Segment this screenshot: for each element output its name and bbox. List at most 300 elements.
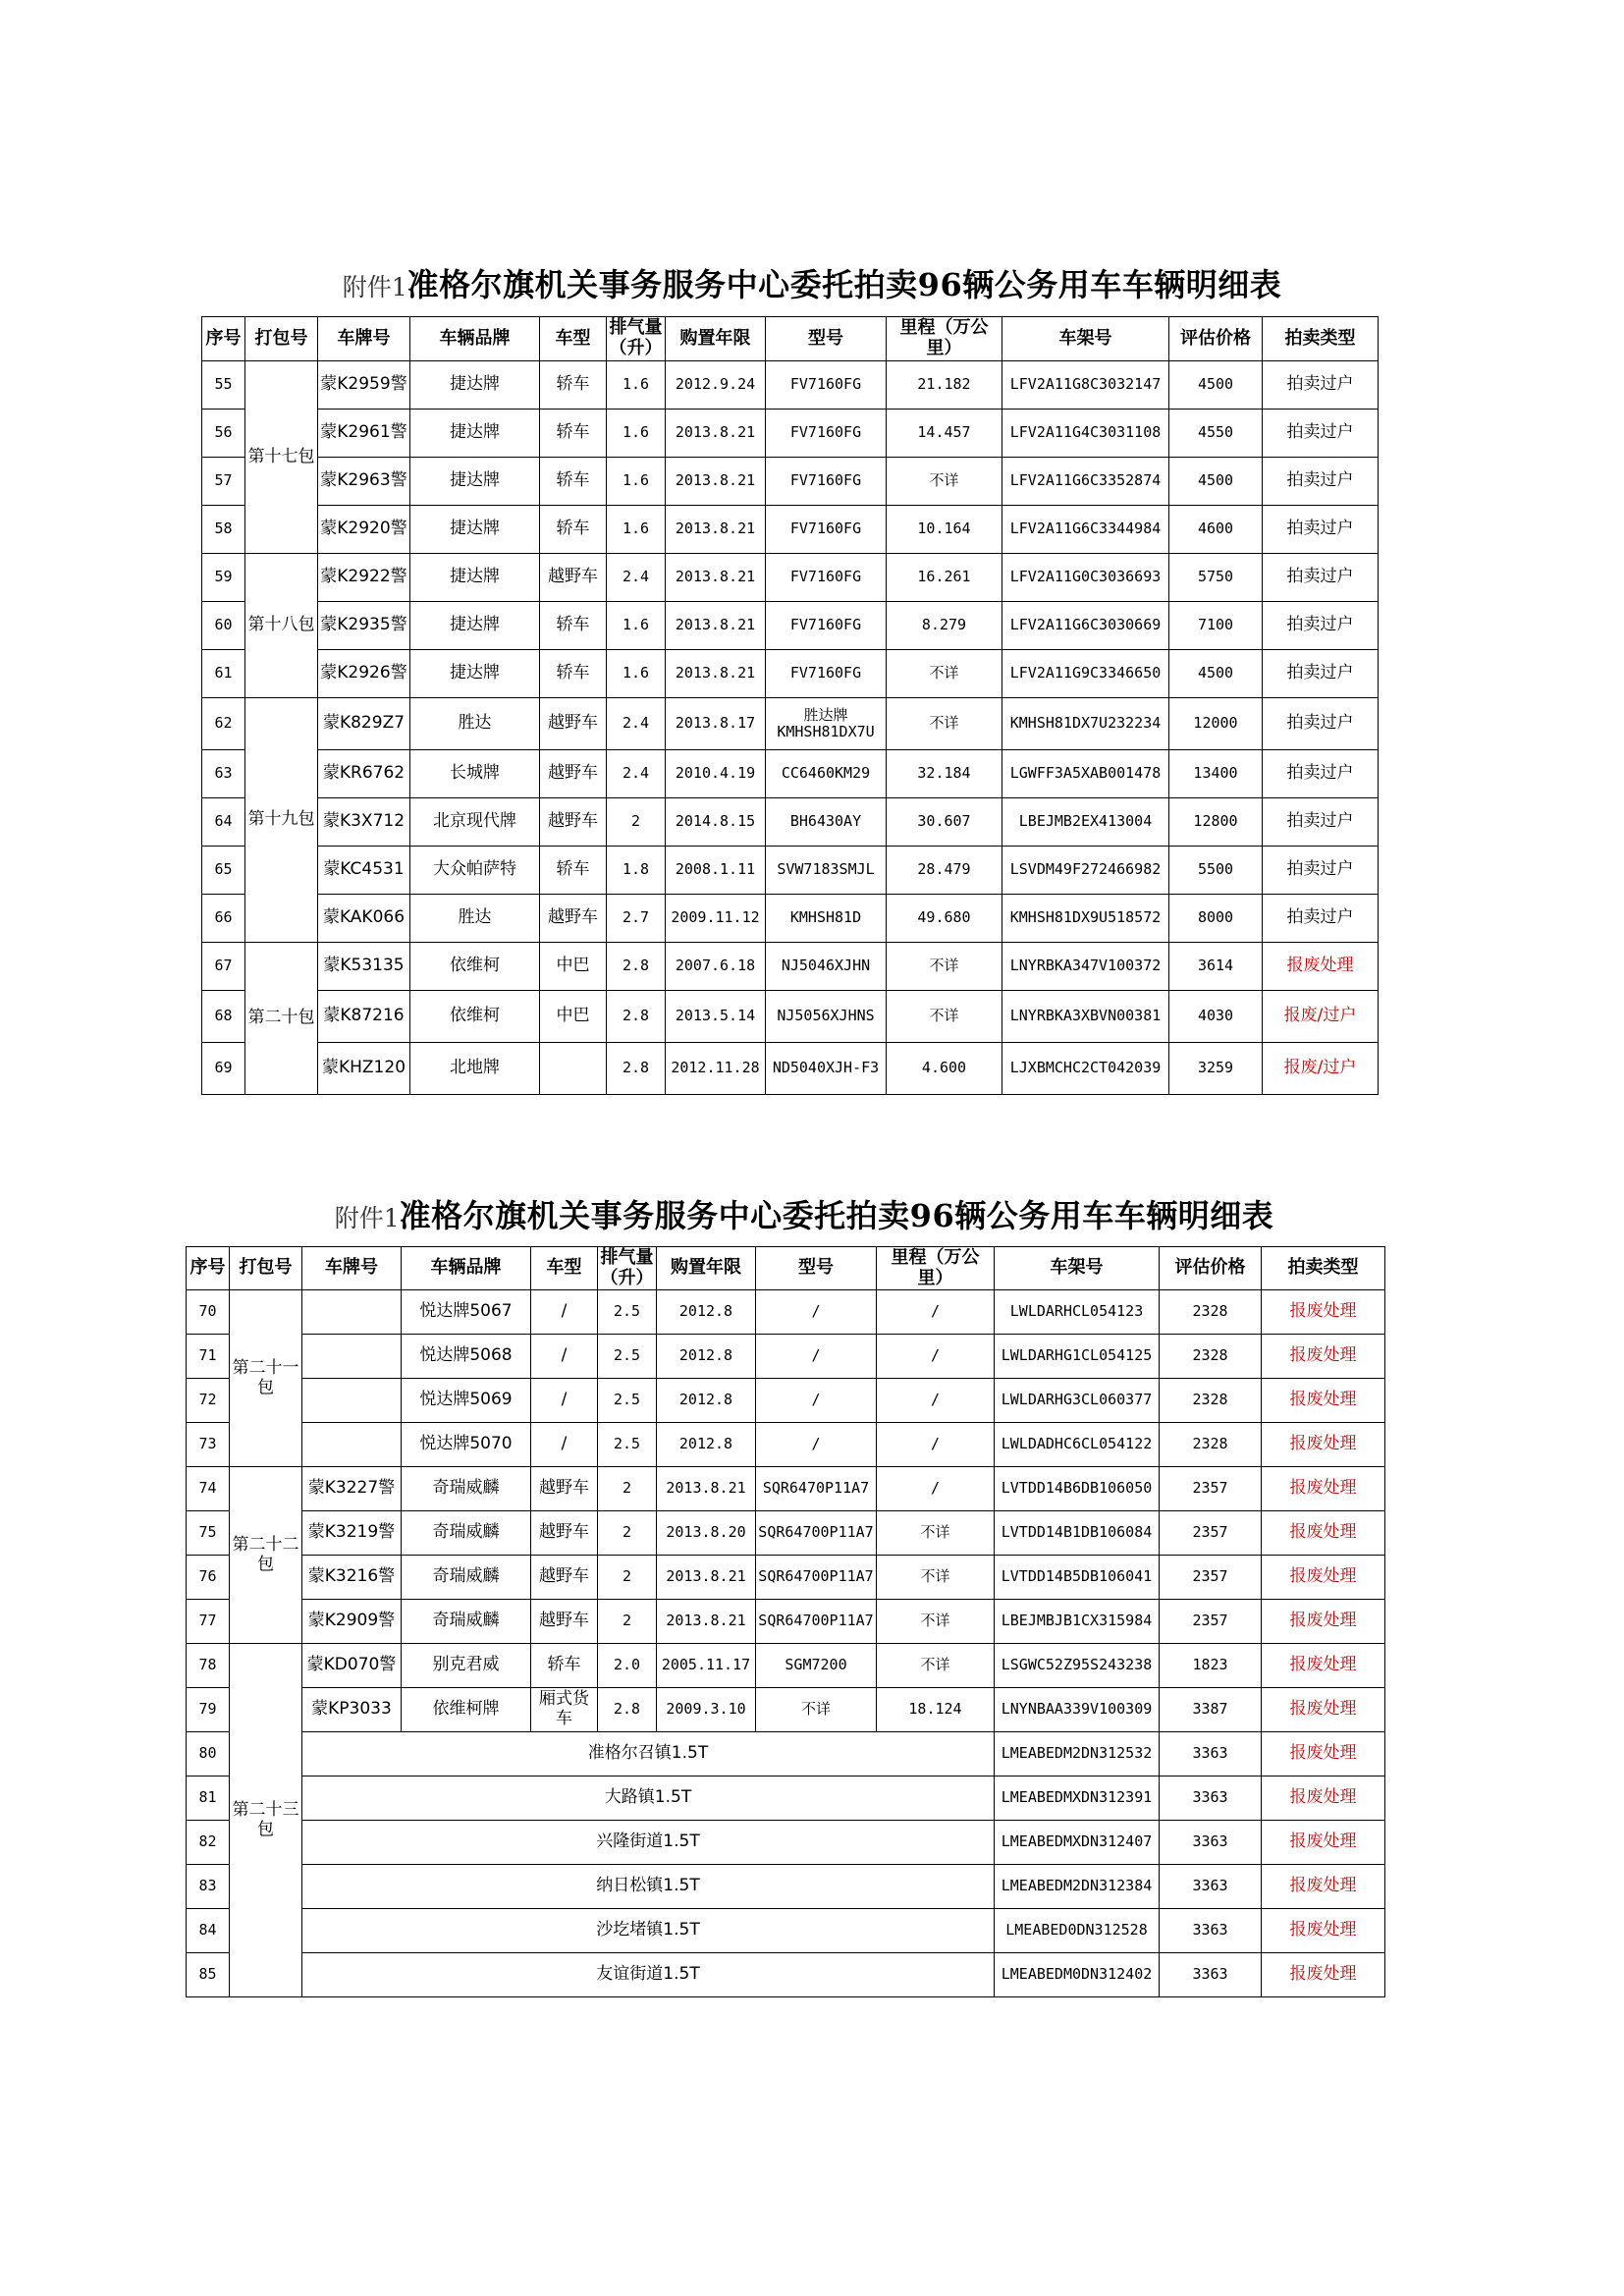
cell-purchase-date: 2009.3.10 (657, 1688, 756, 1732)
table-row (202, 991, 1379, 1043)
cell-price: 4550 (1169, 410, 1263, 458)
cell-description: 大路镇1.5T (302, 1777, 995, 1821)
cell-brand: 捷达牌 (410, 650, 540, 698)
cell-vin: LJXBMCHC2CT042039 (1002, 1043, 1169, 1095)
cell-seq: 63 (202, 750, 245, 798)
cell-brand: 捷达牌 (410, 361, 540, 410)
cell-mileage: / (877, 1423, 995, 1467)
cell-vin: LNYNBAA339V100309 (995, 1688, 1160, 1732)
cell-brand: 胜达 (410, 895, 540, 943)
cell-mileage: / (877, 1290, 995, 1335)
cell-auction-type: 拍卖过户 (1263, 410, 1379, 458)
cell-model: FV7160FG (766, 650, 887, 698)
column-header: 打包号 (245, 317, 318, 361)
cell-seq: 80 (187, 1732, 230, 1777)
cell-auction-type: 报废处理 (1263, 943, 1379, 991)
cell-plate: 蒙K3X712 (318, 798, 410, 847)
cell-auction-type: 报废处理 (1262, 1953, 1385, 1997)
cell-description: 准格尔召镇1.5T (302, 1732, 995, 1777)
cell-vin: LNYRBKA3XBVN00381 (1002, 991, 1169, 1043)
cell-plate: 蒙K3216警 (302, 1556, 402, 1600)
cell-displacement: 1.6 (607, 458, 666, 506)
cell-vin: LMEABEDMXDN312391 (995, 1777, 1160, 1821)
cell-purchase-date: 2013.8.21 (657, 1467, 756, 1511)
cell-purchase-date: 2007.6.18 (666, 943, 766, 991)
cell-model: SQR64700P11A7 (756, 1600, 877, 1644)
cell-brand: 奇瑞威麟 (402, 1556, 531, 1600)
cell-displacement: 2 (598, 1511, 657, 1556)
table-row (202, 798, 1379, 847)
cell-seq: 60 (202, 602, 245, 650)
cell-price: 13400 (1169, 750, 1263, 798)
cell-auction-type: 报废处理 (1262, 1467, 1385, 1511)
cell-price: 3363 (1160, 1865, 1262, 1909)
cell-vin: LMEABEDM2DN312532 (995, 1732, 1160, 1777)
cell-type: 越野车 (531, 1600, 598, 1644)
cell-displacement: 2 (598, 1600, 657, 1644)
table-row (202, 1043, 1379, 1095)
cell-plate (302, 1423, 402, 1467)
cell-vin: LVTDD14B5DB106041 (995, 1556, 1160, 1600)
cell-plate: 蒙KP3033 (302, 1688, 402, 1732)
cell-displacement: 1.6 (607, 650, 666, 698)
cell-seq: 66 (202, 895, 245, 943)
cell-brand: 奇瑞威麟 (402, 1600, 531, 1644)
cell-model: FV7160FG (766, 602, 887, 650)
cell-vin: LNYRBKA347V100372 (1002, 943, 1169, 991)
cell-model: FV7160FG (766, 554, 887, 602)
table-row (187, 1290, 1385, 1335)
cell-price: 2328 (1160, 1335, 1262, 1379)
cell-type: 轿车 (540, 506, 607, 554)
cell-brand: 悦达牌5070 (402, 1423, 531, 1467)
cell-seq: 73 (187, 1423, 230, 1467)
cell-auction-type: 报废/过户 (1263, 1043, 1379, 1095)
title-main: 准格尔旗机关事务服务中心委托拍卖96辆公务用车车辆明细表 (399, 1197, 1274, 1234)
cell-model: ND5040XJH-F3 (766, 1043, 887, 1095)
cell-displacement: 2 (607, 798, 666, 847)
table-row (187, 1467, 1385, 1511)
cell-mileage: 10.164 (887, 506, 1002, 554)
cell-displacement: 1.8 (607, 847, 666, 895)
cell-auction-type: 报废处理 (1262, 1821, 1385, 1865)
cell-displacement: 2.4 (607, 750, 666, 798)
cell-plate: 蒙K2922警 (318, 554, 410, 602)
cell-model: / (756, 1335, 877, 1379)
table-row (187, 1777, 1385, 1821)
column-header: 型号 (766, 317, 887, 361)
cell-auction-type: 拍卖过户 (1263, 361, 1379, 410)
cell-auction-type: 拍卖过户 (1263, 602, 1379, 650)
table-row (202, 750, 1379, 798)
cell-plate: 蒙K2920警 (318, 506, 410, 554)
cell-brand: 悦达牌5068 (402, 1335, 531, 1379)
cell-plate (302, 1290, 402, 1335)
cell-plate: 蒙K3219警 (302, 1511, 402, 1556)
cell-type: 轿车 (540, 602, 607, 650)
table2-title (0, 1191, 1616, 1236)
cell-price: 5500 (1169, 847, 1263, 895)
cell-brand: 别克君威 (402, 1644, 531, 1688)
cell-brand: 捷达牌 (410, 554, 540, 602)
cell-brand: 奇瑞威麟 (402, 1511, 531, 1556)
column-header: 车辆品牌 (410, 317, 540, 361)
cell-model: 不详 (756, 1688, 877, 1732)
cell-vin: LFV2A11G8C3032147 (1002, 361, 1169, 410)
cell-auction-type: 报废处理 (1262, 1556, 1385, 1600)
table-row (202, 458, 1379, 506)
cell-plate: 蒙KD070警 (302, 1644, 402, 1688)
cell-type: 中巴 (540, 943, 607, 991)
cell-type: / (531, 1379, 598, 1423)
title-main: 准格尔旗机关事务服务中心委托拍卖96辆公务用车车辆明细表 (406, 266, 1282, 303)
cell-model: / (756, 1290, 877, 1335)
cell-type: 越野车 (540, 554, 607, 602)
cell-mileage: 16.261 (887, 554, 1002, 602)
cell-auction-type: 报废处理 (1262, 1335, 1385, 1379)
cell-mileage: 18.124 (877, 1688, 995, 1732)
table-row (187, 1953, 1385, 1997)
cell-model: SQR6470P11A7 (756, 1467, 877, 1511)
cell-auction-type: 报废处理 (1262, 1644, 1385, 1688)
cell-seq: 84 (187, 1909, 230, 1953)
cell-vin: LVTDD14B1DB106084 (995, 1511, 1160, 1556)
cell-vin: LMEABED0DN312528 (995, 1909, 1160, 1953)
column-header: 序号 (187, 1247, 230, 1290)
table1-title (0, 260, 1624, 305)
package-label: 第二十二包 (230, 1467, 302, 1644)
vehicle-table-1 (201, 316, 1379, 1095)
cell-plate: 蒙KC4531 (318, 847, 410, 895)
cell-price: 2328 (1160, 1290, 1262, 1335)
cell-type: 越野车 (540, 698, 607, 750)
cell-mileage: 30.607 (887, 798, 1002, 847)
cell-price: 12800 (1169, 798, 1263, 847)
cell-displacement: 1.6 (607, 361, 666, 410)
column-header: 拍卖类型 (1263, 317, 1379, 361)
cell-vin: LFV2A11G9C3346650 (1002, 650, 1169, 698)
column-header: 排气量（升） (598, 1247, 657, 1290)
table-row (202, 650, 1379, 698)
cell-seq: 61 (202, 650, 245, 698)
cell-brand: 胜达 (410, 698, 540, 750)
cell-plate (302, 1379, 402, 1423)
cell-displacement: 2.7 (607, 895, 666, 943)
cell-brand: 依维柯 (410, 991, 540, 1043)
cell-type: / (531, 1423, 598, 1467)
cell-plate: 蒙K2959警 (318, 361, 410, 410)
cell-seq: 83 (187, 1865, 230, 1909)
cell-brand: 北京现代牌 (410, 798, 540, 847)
cell-price: 2328 (1160, 1423, 1262, 1467)
cell-vin: LWLDADHC6CL054122 (995, 1423, 1160, 1467)
cell-vin: LFV2A11G0C3036693 (1002, 554, 1169, 602)
cell-vin: LSGWC52Z95S243238 (995, 1644, 1160, 1688)
cell-model: NJ5046XJHN (766, 943, 887, 991)
cell-price: 3363 (1160, 1732, 1262, 1777)
cell-auction-type: 拍卖过户 (1263, 554, 1379, 602)
table-row (187, 1379, 1385, 1423)
table-row (187, 1732, 1385, 1777)
package-label: 第十九包 (245, 698, 318, 943)
cell-seq: 68 (202, 991, 245, 1043)
cell-auction-type: 报废处理 (1262, 1777, 1385, 1821)
cell-model: SQR64700P11A7 (756, 1511, 877, 1556)
column-header: 评估价格 (1160, 1247, 1262, 1290)
cell-brand: 长城牌 (410, 750, 540, 798)
cell-displacement: 2.5 (598, 1379, 657, 1423)
cell-plate: 蒙KHZ120 (318, 1043, 410, 1095)
cell-purchase-date: 2005.11.17 (657, 1644, 756, 1688)
cell-model: SVW7183SMJL (766, 847, 887, 895)
cell-plate (302, 1335, 402, 1379)
table-row (187, 1600, 1385, 1644)
cell-price: 3363 (1160, 1821, 1262, 1865)
cell-displacement: 2.8 (607, 991, 666, 1043)
cell-purchase-date: 2014.8.15 (666, 798, 766, 847)
cell-purchase-date: 2012.11.28 (666, 1043, 766, 1095)
cell-type (540, 1043, 607, 1095)
cell-seq: 81 (187, 1777, 230, 1821)
cell-price: 3259 (1169, 1043, 1263, 1095)
cell-vin: LWLDARHG3CL060377 (995, 1379, 1160, 1423)
cell-price: 5750 (1169, 554, 1263, 602)
package-label: 第十七包 (245, 361, 318, 554)
cell-type: / (531, 1290, 598, 1335)
cell-mileage: / (877, 1335, 995, 1379)
cell-mileage: 8.279 (887, 602, 1002, 650)
table-row (202, 602, 1379, 650)
cell-price: 4030 (1169, 991, 1263, 1043)
cell-brand: 捷达牌 (410, 602, 540, 650)
cell-brand: 依维柯 (410, 943, 540, 991)
cell-seq: 72 (187, 1379, 230, 1423)
cell-seq: 78 (187, 1644, 230, 1688)
cell-purchase-date: 2009.11.12 (666, 895, 766, 943)
cell-price: 4500 (1169, 650, 1263, 698)
cell-model: / (756, 1379, 877, 1423)
column-header: 序号 (202, 317, 245, 361)
table-row (202, 410, 1379, 458)
cell-auction-type: 拍卖过户 (1263, 458, 1379, 506)
title-prefix: 附件1 (342, 273, 407, 301)
cell-displacement: 2.4 (607, 554, 666, 602)
cell-auction-type: 拍卖过户 (1263, 798, 1379, 847)
package-label: 第十八包 (245, 554, 318, 698)
cell-model: 胜达牌KMHSH81DX7U (766, 698, 887, 750)
table-row (187, 1909, 1385, 1953)
cell-model: SQR64700P11A7 (756, 1556, 877, 1600)
cell-mileage: 不详 (877, 1511, 995, 1556)
cell-purchase-date: 2012.8 (657, 1335, 756, 1379)
cell-description: 沙圪堵镇1.5T (302, 1909, 995, 1953)
cell-seq: 85 (187, 1953, 230, 1997)
cell-price: 3363 (1160, 1909, 1262, 1953)
cell-purchase-date: 2013.8.21 (666, 506, 766, 554)
cell-purchase-date: 2013.5.14 (666, 991, 766, 1043)
cell-seq: 69 (202, 1043, 245, 1095)
cell-price: 8000 (1169, 895, 1263, 943)
cell-brand: 捷达牌 (410, 458, 540, 506)
table-row (187, 1556, 1385, 1600)
cell-vin: LMEABEDM0DN312402 (995, 1953, 1160, 1997)
cell-mileage: 4.600 (887, 1043, 1002, 1095)
cell-seq: 71 (187, 1335, 230, 1379)
cell-type: 轿车 (540, 410, 607, 458)
cell-model: CC6460KM29 (766, 750, 887, 798)
cell-vin: KMHSH81DX7U232234 (1002, 698, 1169, 750)
cell-auction-type: 拍卖过户 (1263, 750, 1379, 798)
cell-purchase-date: 2013.8.21 (666, 410, 766, 458)
cell-type: 轿车 (540, 361, 607, 410)
cell-description: 纳日松镇1.5T (302, 1865, 995, 1909)
table-row (187, 1423, 1385, 1467)
cell-purchase-date: 2013.8.21 (657, 1600, 756, 1644)
cell-plate: 蒙K2909警 (302, 1600, 402, 1644)
cell-price: 1823 (1160, 1644, 1262, 1688)
cell-displacement: 1.6 (607, 506, 666, 554)
cell-price: 2357 (1160, 1511, 1262, 1556)
cell-model: FV7160FG (766, 506, 887, 554)
cell-vin: LBEJMBJB1CX315984 (995, 1600, 1160, 1644)
cell-model: FV7160FG (766, 361, 887, 410)
cell-seq: 56 (202, 410, 245, 458)
column-header: 评估价格 (1169, 317, 1263, 361)
column-header: 车架号 (1002, 317, 1169, 361)
column-header: 车牌号 (318, 317, 410, 361)
cell-description: 友谊街道1.5T (302, 1953, 995, 1997)
cell-vin: LFV2A11G4C3031108 (1002, 410, 1169, 458)
cell-type: 轿车 (531, 1644, 598, 1688)
cell-price: 4500 (1169, 458, 1263, 506)
cell-auction-type: 报废处理 (1262, 1732, 1385, 1777)
cell-price: 3363 (1160, 1953, 1262, 1997)
cell-model: BH6430AY (766, 798, 887, 847)
cell-model: NJ5056XJHNS (766, 991, 887, 1043)
cell-purchase-date: 2013.8.21 (657, 1556, 756, 1600)
cell-displacement: 2.8 (607, 943, 666, 991)
cell-price: 2357 (1160, 1556, 1262, 1600)
cell-auction-type: 拍卖过户 (1263, 698, 1379, 750)
cell-price: 4600 (1169, 506, 1263, 554)
cell-seq: 79 (187, 1688, 230, 1732)
cell-vin: KMHSH81DX9U518572 (1002, 895, 1169, 943)
table-row (187, 1865, 1385, 1909)
cell-brand: 捷达牌 (410, 410, 540, 458)
cell-plate: 蒙K2926警 (318, 650, 410, 698)
cell-type: 越野车 (531, 1511, 598, 1556)
package-label: 第二十一包 (230, 1290, 302, 1467)
cell-purchase-date: 2013.8.20 (657, 1511, 756, 1556)
cell-purchase-date: 2010.4.19 (666, 750, 766, 798)
cell-model: FV7160FG (766, 410, 887, 458)
table-row (202, 698, 1379, 750)
cell-brand: 大众帕萨特 (410, 847, 540, 895)
column-header: 购置年限 (657, 1247, 756, 1290)
cell-description: 兴隆街道1.5T (302, 1821, 995, 1865)
cell-mileage: 不详 (887, 458, 1002, 506)
cell-auction-type: 报废处理 (1262, 1909, 1385, 1953)
cell-mileage: 不详 (887, 943, 1002, 991)
cell-vin: LVTDD14B6DB106050 (995, 1467, 1160, 1511)
cell-purchase-date: 2013.8.21 (666, 554, 766, 602)
cell-mileage: 不详 (887, 650, 1002, 698)
cell-plate: 蒙K2961警 (318, 410, 410, 458)
table-row (187, 1821, 1385, 1865)
cell-seq: 58 (202, 506, 245, 554)
cell-auction-type: 报废处理 (1262, 1379, 1385, 1423)
cell-brand: 悦达牌5069 (402, 1379, 531, 1423)
cell-mileage: 32.184 (887, 750, 1002, 798)
cell-plate: 蒙K829Z7 (318, 698, 410, 750)
cell-price: 3363 (1160, 1777, 1262, 1821)
cell-type: 轿车 (540, 458, 607, 506)
cell-mileage: 14.457 (887, 410, 1002, 458)
cell-price: 3614 (1169, 943, 1263, 991)
cell-type: 越野车 (531, 1467, 598, 1511)
cell-plate: 蒙K2963警 (318, 458, 410, 506)
cell-mileage: 28.479 (887, 847, 1002, 895)
cell-seq: 62 (202, 698, 245, 750)
cell-displacement: 2.8 (598, 1688, 657, 1732)
column-header: 型号 (756, 1247, 877, 1290)
table-row (187, 1688, 1385, 1732)
cell-seq: 67 (202, 943, 245, 991)
cell-seq: 75 (187, 1511, 230, 1556)
column-header: 里程（万公里） (887, 317, 1002, 361)
cell-seq: 64 (202, 798, 245, 847)
package-label: 第二十三包 (230, 1644, 302, 1997)
column-header: 车型 (531, 1247, 598, 1290)
cell-plate: 蒙K2935警 (318, 602, 410, 650)
cell-displacement: 2.5 (598, 1423, 657, 1467)
cell-seq: 55 (202, 361, 245, 410)
cell-plate: 蒙KAK066 (318, 895, 410, 943)
table-row (202, 895, 1379, 943)
cell-displacement: 1.6 (607, 602, 666, 650)
cell-price: 4500 (1169, 361, 1263, 410)
cell-vin: LFV2A11G6C3344984 (1002, 506, 1169, 554)
cell-auction-type: 报废处理 (1262, 1290, 1385, 1335)
cell-model: KMHSH81D (766, 895, 887, 943)
cell-mileage: 不详 (877, 1556, 995, 1600)
cell-displacement: 2.0 (598, 1644, 657, 1688)
cell-auction-type: 报废处理 (1262, 1600, 1385, 1644)
cell-displacement: 2 (598, 1556, 657, 1600)
cell-price: 2357 (1160, 1600, 1262, 1644)
cell-vin: LWLDARHG1CL054125 (995, 1335, 1160, 1379)
column-header: 车架号 (995, 1247, 1160, 1290)
cell-displacement: 2.5 (598, 1290, 657, 1335)
cell-price: 3387 (1160, 1688, 1262, 1732)
cell-type: 越野车 (540, 750, 607, 798)
cell-purchase-date: 2013.8.21 (666, 602, 766, 650)
cell-brand: 依维柯牌 (402, 1688, 531, 1732)
column-header: 车型 (540, 317, 607, 361)
cell-seq: 57 (202, 458, 245, 506)
cell-auction-type: 拍卖过户 (1263, 650, 1379, 698)
cell-seq: 74 (187, 1467, 230, 1511)
cell-mileage: 不详 (887, 698, 1002, 750)
cell-displacement: 2 (598, 1467, 657, 1511)
cell-mileage: 49.680 (887, 895, 1002, 943)
cell-price: 12000 (1169, 698, 1263, 750)
cell-purchase-date: 2013.8.21 (666, 458, 766, 506)
cell-vin: LSVDM49F272466982 (1002, 847, 1169, 895)
cell-auction-type: 拍卖过户 (1263, 847, 1379, 895)
table-row (202, 943, 1379, 991)
cell-vin: LMEABEDM2DN312384 (995, 1865, 1160, 1909)
